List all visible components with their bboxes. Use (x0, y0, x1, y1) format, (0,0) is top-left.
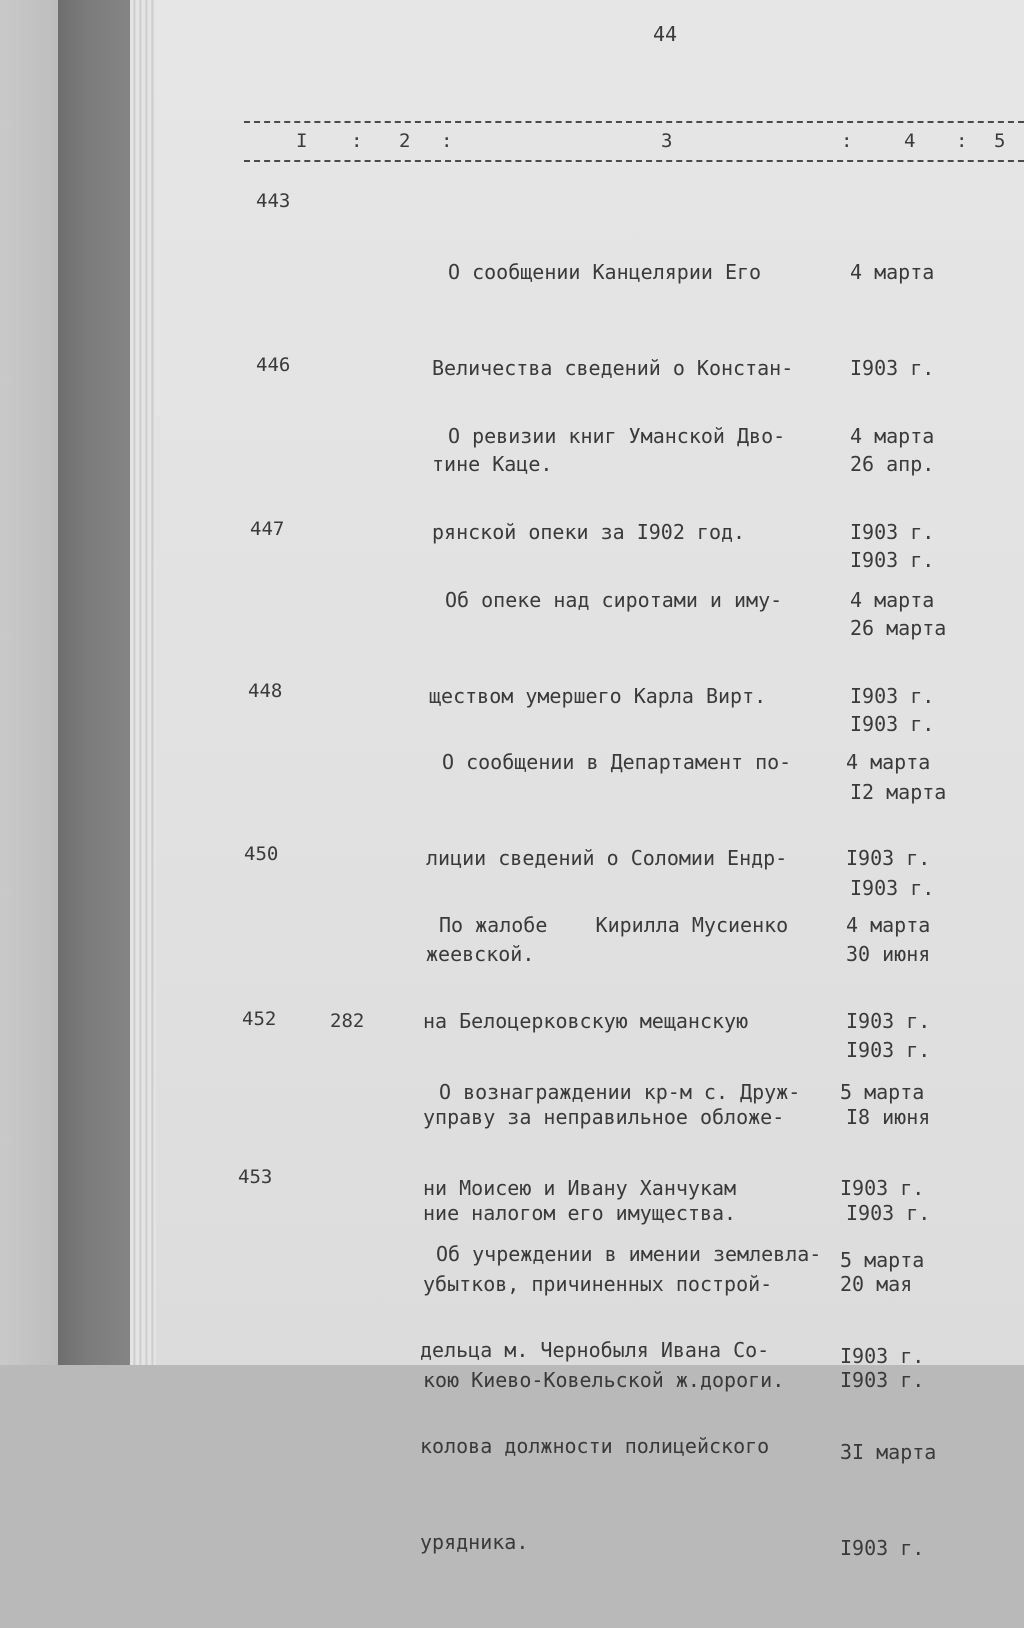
binding-margin (0, 0, 58, 1365)
year-start: I903 г. (850, 356, 935, 380)
entry-number: 453 (238, 1166, 273, 1188)
header-rule-bottom (244, 160, 1024, 162)
header-col-4: 4 (904, 130, 916, 152)
entry-line: ни Моисею и Ивану Ханчукам (423, 1176, 737, 1200)
year-end: I903 г. (840, 1536, 925, 1560)
entry-line: По жалобе Кирилла Мусиенко (439, 913, 789, 937)
entry-line: рянской опеки за I902 год. (432, 520, 746, 544)
year-end: I903 г. (850, 876, 935, 900)
page-number: 44 (653, 22, 678, 46)
page-edges (130, 0, 156, 1365)
entry-line: на Белоцерковскую мещанскую (423, 1009, 749, 1033)
entry-number: 446 (256, 354, 291, 376)
year-start: I903 г. (840, 1344, 925, 1368)
year-end: I903 г. (840, 1368, 925, 1392)
date-end: 3I марта (840, 1440, 937, 1464)
header-sep-2: : (441, 130, 453, 152)
entry-line: ществом умершего Карла Вирт. (429, 684, 767, 708)
header-col-3: 3 (661, 130, 673, 152)
date-start: 4 марта (850, 424, 935, 448)
year-start: I903 г. (850, 684, 935, 708)
entry-number: 443 (256, 190, 291, 212)
date-start: 4 марта (846, 913, 931, 937)
entry-line: О ревизии книг Уманской Дво- (448, 424, 786, 448)
header-sep-1: : (351, 130, 363, 152)
entry-dates (840, 1180, 936, 1628)
date-start: 4 марта (846, 750, 931, 774)
entry-line: Об опеке над сиротами и иму- (445, 588, 783, 612)
year-start: I903 г. (840, 1176, 925, 1200)
entry-description (420, 1174, 822, 1622)
entry-line: кою Киево-Ковельской ж.дороги. (423, 1368, 785, 1392)
entry-line: урядника. (420, 1530, 529, 1554)
entry-number: 452 (242, 1008, 277, 1030)
header-rule-top (244, 121, 1024, 123)
entry-line: тине Каце. (432, 452, 553, 476)
entry-number: 450 (244, 843, 279, 865)
entry-secondary-number: 282 (330, 1010, 365, 1032)
entry-line: дельца м. Чернобыля Ивана Со- (420, 1338, 770, 1362)
entry-line: лиции сведений о Соломии Ендр- (426, 846, 788, 870)
binding-spine (58, 0, 130, 1365)
entry-line: О сообщении в Департамент по- (442, 750, 792, 774)
year-end: I903 г. (850, 548, 935, 572)
entry-line: управу за неправильное обложе- (423, 1105, 785, 1129)
header-sep-3: : (841, 130, 853, 152)
header-col-1: I (296, 130, 308, 152)
entry-line: ние налогом его имущества. (423, 1201, 737, 1225)
year-end: I903 г. (850, 712, 935, 736)
entry-line: колова должности полицейского (420, 1434, 770, 1458)
date-start: 4 марта (850, 260, 935, 284)
date-start: 5 марта (840, 1080, 925, 1104)
date-end: 26 марта (850, 616, 947, 640)
date-start: 5 марта (840, 1248, 925, 1272)
header-sep-4: : (956, 130, 968, 152)
document-page (156, 0, 1024, 1560)
year-start: I903 г. (850, 520, 935, 544)
date-end: I2 марта (850, 780, 947, 804)
entry-line: Величества сведений о Констан- (432, 356, 794, 380)
entry-number: 448 (248, 680, 283, 702)
year-end: I903 г. (846, 1038, 931, 1062)
entry-number: 447 (250, 518, 285, 540)
entry-line: О сообщении Канцелярии Его (448, 260, 762, 284)
year-start: I903 г. (846, 846, 931, 870)
date-end: 26 апр. (850, 452, 935, 476)
year-end: I903 г. (846, 1201, 931, 1225)
year-start: I903 г. (846, 1009, 931, 1033)
header-col-5: 5 (994, 130, 1006, 152)
date-end: 30 июня (846, 942, 931, 966)
date-end: I8 июня (846, 1105, 931, 1129)
entry-line: Об учреждении в имении землевла- (436, 1242, 822, 1266)
date-start: 4 марта (850, 588, 935, 612)
entry-line: О вознаграждении кр-м с. Друж- (439, 1080, 801, 1104)
header-col-2: 2 (399, 130, 411, 152)
entry-line: жеевской. (426, 942, 535, 966)
entry-line: убытков, причиненных построй- (423, 1272, 773, 1296)
date-end: 20 мая (840, 1272, 913, 1296)
